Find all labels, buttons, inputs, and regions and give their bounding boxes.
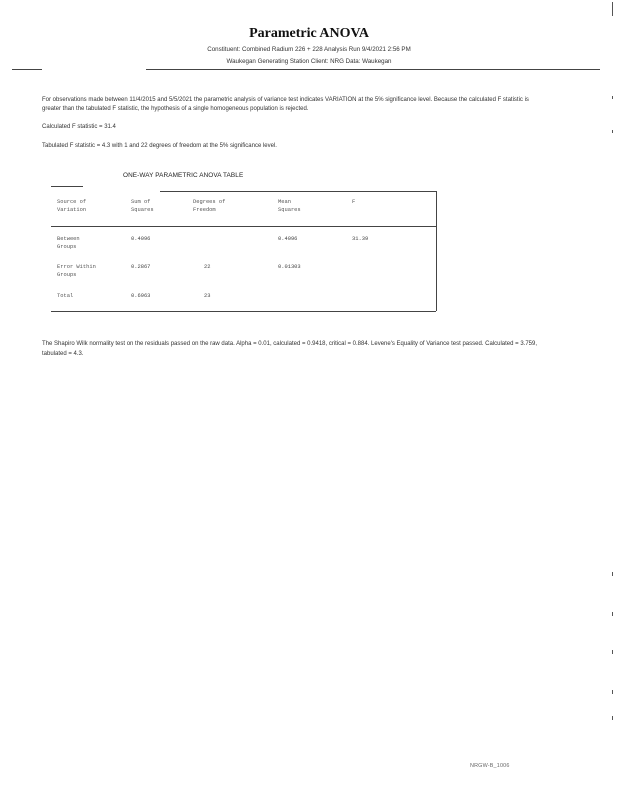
row-df-within: 22 bbox=[204, 264, 211, 270]
table-top-rule-left bbox=[51, 186, 83, 187]
row-f-between: 31.39 bbox=[352, 236, 369, 242]
scan-edge-mark bbox=[612, 716, 613, 720]
row-ss-between: 0.4096 bbox=[131, 236, 151, 242]
table-top-rule bbox=[160, 191, 436, 192]
site-info-line: Waukegan Generating Station Client: NRG Data: Waukegan bbox=[226, 58, 392, 65]
column-header-f: F bbox=[352, 199, 356, 205]
table-bottom-rule bbox=[51, 311, 436, 312]
row-ss-within: 0.2867 bbox=[131, 264, 151, 270]
column-header-degrees-freedom: Degrees of Freedom bbox=[193, 199, 226, 213]
column-header-source: Source of Variation bbox=[57, 199, 87, 213]
scan-edge-mark bbox=[612, 2, 613, 16]
result-paragraph: For observations made between 11/4/2015 and 5/5/2021 the parametric analysis of variance test indicates VARIATION at the 5% significance level. Because the calculated F statistic is greater than the tabulated F statistic, the hypothesis of a single homogeneous population is rejected. bbox=[42, 97, 529, 112]
anova-table-title: ONE-WAY PARAMETRIC ANOVA TABLE bbox=[123, 172, 244, 179]
scan-edge-mark bbox=[612, 650, 613, 654]
row-ms-between: 0.4096 bbox=[278, 236, 298, 242]
row-source-total: Total bbox=[57, 293, 74, 299]
table-right-rule bbox=[436, 191, 437, 311]
column-header-sum-squares: Sum of Squares bbox=[131, 199, 154, 213]
row-source-between: Between Groups bbox=[57, 236, 80, 250]
header-rule-left bbox=[12, 69, 42, 70]
row-ms-within: 0.01303 bbox=[278, 264, 301, 270]
row-ss-total: 0.6963 bbox=[131, 293, 151, 299]
scan-edge-mark bbox=[612, 96, 613, 99]
tabulated-f-statistic: Tabulated F statistic = 4.3 with 1 and 22 degrees of freedom at the 5% significance level. bbox=[42, 143, 277, 149]
header-rule-main bbox=[146, 69, 600, 70]
scan-edge-mark bbox=[612, 612, 613, 616]
page-title: Parametric ANOVA bbox=[249, 26, 369, 41]
analysis-info-line: Constituent: Combined Radium 226 + 228 Analysis Run 9/4/2021 2:56 PM bbox=[207, 46, 411, 53]
normality-variance-note: The Shapiro Wilk normality test on the residuals passed on the raw data. Alpha = 0.01, calculated = 0.9418, critical = 0.884. Levene's Equality of Variance test passed. Calculated = 3.759, tabulated = 4.3. bbox=[42, 341, 537, 357]
row-source-within: Error Within Groups bbox=[57, 264, 96, 278]
scan-edge-mark bbox=[612, 690, 613, 694]
column-header-mean-squares: Mean Squares bbox=[278, 199, 301, 213]
calculated-f-statistic: Calculated F statistic = 31.4 bbox=[42, 124, 116, 130]
scan-edge-mark bbox=[612, 130, 613, 133]
table-header-rule bbox=[51, 226, 436, 227]
document-id: NRGW-B_1006 bbox=[470, 763, 510, 769]
row-df-total: 23 bbox=[204, 293, 211, 299]
scan-edge-mark bbox=[612, 572, 613, 576]
